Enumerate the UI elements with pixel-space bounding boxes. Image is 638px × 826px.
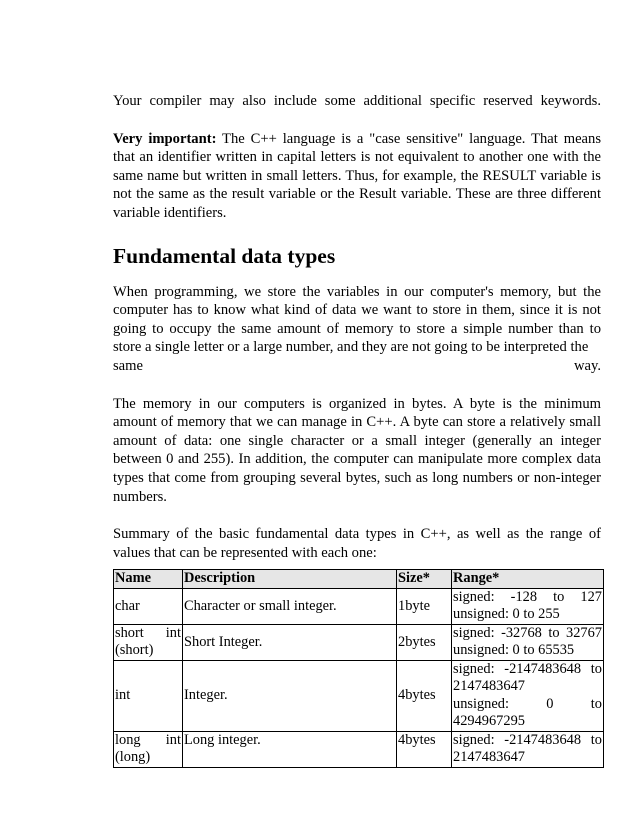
cell-range: signed: -2147483648 to 2147483647 unsigned: 0 to 4294967295 xyxy=(453,660,602,730)
table-row xyxy=(114,731,604,767)
page-content xyxy=(113,92,601,768)
reserved-keywords-paragraph: Your compiler may also include some additional specific reserved keywords. xyxy=(113,93,601,109)
section-heading: Fundamental data types xyxy=(113,243,336,268)
cell-description: Short Integer. xyxy=(183,624,397,660)
header-name: Name xyxy=(114,570,183,589)
cell-description: Integer. xyxy=(183,660,397,731)
table-row xyxy=(114,660,604,731)
header-range: Range* xyxy=(452,570,604,589)
data-types-table xyxy=(113,569,604,768)
table-row xyxy=(114,624,604,660)
cell-range: signed: -128 to 127 unsigned: 0 to 255 xyxy=(453,588,602,623)
cell-name: char xyxy=(114,588,183,624)
cell-name: short int (short) xyxy=(115,624,181,659)
memory-last-word-end: way. xyxy=(573,357,601,374)
memory-last-word-start: same xyxy=(113,357,143,374)
cell-description: Character or small integer. xyxy=(183,588,397,624)
table-header-row xyxy=(114,570,604,589)
cell-description: Long integer. xyxy=(183,731,397,767)
important-label: Very important: xyxy=(113,130,217,147)
cell-size: 4bytes xyxy=(397,660,452,731)
summary-paragraph: Summary of the basic fundamental data types in C++, as well as the range of values that can be represented with each one: xyxy=(113,526,601,561)
header-description: Description xyxy=(183,570,397,589)
cell-size: 1byte xyxy=(397,588,452,624)
cell-size: 2bytes xyxy=(397,624,452,660)
case-sensitive-paragraph xyxy=(113,130,601,223)
table-row xyxy=(114,588,604,624)
memory-paragraph: When programming, we store the variables in our computer's memory, but the computer has to know what kind of data we want to store in them, since it is not going to occupy the same amount of memory to store a simple number than to store a single letter or a large number, and they are not going to be interpreted the xyxy=(113,283,601,356)
bytes-paragraph: The memory in our computers is organized in bytes. A byte is the minimum amount of memory that we can manage in C++. A byte can store a relatively small amount of data: one single character or a small integer (generally an integer between 0 and 255). In addition, the computer can manipulate more complex data types that come from grouping several bytes, such as long numbers or non-integer numbers. xyxy=(113,395,601,505)
cell-name: long int (long) xyxy=(115,731,181,766)
cell-range: signed: -32768 to 32767 unsigned: 0 to 65535 xyxy=(453,624,602,659)
important-text: The C++ language is a "case sensitive" language. That means that an identifier written in capital letters is not equivalent to another one with the same name but written in small letters. Thus, for example, the RESULT variable is not the same as the result variable or the Result variable. These are three different variable identifiers. xyxy=(113,130,601,221)
cell-name: int xyxy=(114,660,183,731)
memory-paragraph-last-line xyxy=(113,357,601,376)
cell-range: signed: -2147483648 to 2147483647 xyxy=(453,731,602,766)
cell-size: 4bytes xyxy=(397,731,452,767)
header-size: Size* xyxy=(397,570,452,589)
